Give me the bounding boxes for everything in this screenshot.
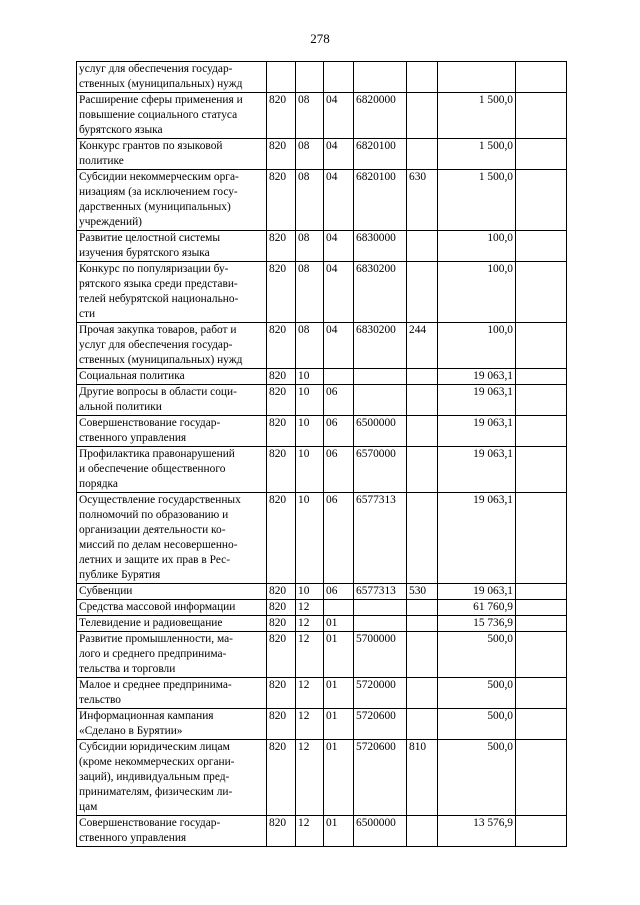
section-code-cell: 12 (296, 632, 324, 678)
subsection-code-cell: 04 (324, 93, 354, 139)
row-name-cell: Субсидии некоммерческим орга- низациям (за исключением госу- дарственных (муниципальных) учреждений) (77, 170, 267, 231)
subsection-code-cell: 04 (324, 170, 354, 231)
row-name-cell: Субвенции (77, 584, 267, 600)
table-row (77, 62, 567, 93)
ved-code-cell: 820 (267, 678, 296, 709)
ved-code-cell: 820 (267, 323, 296, 369)
target-article-cell: 6820000 (354, 93, 407, 139)
expense-type-cell: 630 (407, 170, 438, 231)
section-code-cell: 12 (296, 600, 324, 616)
section-code-cell: 10 (296, 493, 324, 584)
table-row (77, 816, 567, 847)
ved-code-cell: 820 (267, 584, 296, 600)
extra-cell (516, 231, 567, 262)
section-code-cell: 12 (296, 740, 324, 816)
table-row (77, 170, 567, 231)
subsection-code-cell: 04 (324, 323, 354, 369)
table-row (77, 740, 567, 816)
section-code-cell: 10 (296, 584, 324, 600)
section-code-cell: 12 (296, 816, 324, 847)
expense-type-cell (407, 632, 438, 678)
amount-cell: 19 063,1 (438, 447, 516, 493)
subsection-code-cell: 01 (324, 816, 354, 847)
expense-type-cell (407, 600, 438, 616)
target-article-cell: 6577313 (354, 493, 407, 584)
expense-type-cell (407, 231, 438, 262)
target-article-cell: 6830200 (354, 323, 407, 369)
extra-cell (516, 170, 567, 231)
section-code-cell: 08 (296, 170, 324, 231)
subsection-code-cell: 01 (324, 740, 354, 816)
amount-cell: 500,0 (438, 740, 516, 816)
expense-type-cell: 810 (407, 740, 438, 816)
section-code-cell: 08 (296, 323, 324, 369)
expense-type-cell: 530 (407, 584, 438, 600)
page-number: 278 (310, 31, 330, 46)
target-article-cell: 6820100 (354, 139, 407, 170)
section-code-cell: 08 (296, 262, 324, 323)
expense-type-cell: 244 (407, 323, 438, 369)
table-row (77, 678, 567, 709)
table-row (77, 616, 567, 632)
subsection-code-cell: 06 (324, 385, 354, 416)
section-code-cell: 12 (296, 709, 324, 740)
ved-code-cell: 820 (267, 816, 296, 847)
expense-type-cell (407, 93, 438, 139)
extra-cell (516, 740, 567, 816)
target-article-cell: 6830200 (354, 262, 407, 323)
expense-type-cell (407, 416, 438, 447)
target-article-cell: 5720600 (354, 740, 407, 816)
amount-cell: 1 500,0 (438, 139, 516, 170)
table-row (77, 584, 567, 600)
row-name-cell: Информационная кампания «Сделано в Бурятии» (77, 709, 267, 740)
expense-type-cell (407, 493, 438, 584)
amount-cell: 61 760,9 (438, 600, 516, 616)
table-row (77, 416, 567, 447)
extra-cell (516, 385, 567, 416)
expense-type-cell (407, 385, 438, 416)
target-article-cell (354, 369, 407, 385)
target-article-cell (354, 385, 407, 416)
row-name-cell: Совершенствование государ- ственного управления (77, 416, 267, 447)
expense-type-cell (407, 62, 438, 93)
extra-cell (516, 93, 567, 139)
ved-code-cell: 820 (267, 262, 296, 323)
ved-code-cell: 820 (267, 616, 296, 632)
expense-type-cell (407, 369, 438, 385)
extra-cell (516, 416, 567, 447)
subsection-code-cell: 06 (324, 416, 354, 447)
expense-type-cell (407, 816, 438, 847)
budget-table (76, 61, 567, 847)
subsection-code-cell (324, 600, 354, 616)
section-code-cell: 10 (296, 385, 324, 416)
amount-cell: 100,0 (438, 231, 516, 262)
subsection-code-cell: 04 (324, 262, 354, 323)
target-article-cell (354, 600, 407, 616)
table-row (77, 632, 567, 678)
row-name-cell: Малое и среднее предпринима- тельство (77, 678, 267, 709)
amount-cell (438, 62, 516, 93)
table-row (77, 493, 567, 584)
expense-type-cell (407, 262, 438, 323)
ved-code-cell: 820 (267, 139, 296, 170)
ved-code-cell: 820 (267, 447, 296, 493)
ved-code-cell: 820 (267, 632, 296, 678)
row-name-cell: Расширение сферы применения и повышение социального статуса бурятского языка (77, 93, 267, 139)
ved-code-cell: 820 (267, 600, 296, 616)
amount-cell: 100,0 (438, 323, 516, 369)
amount-cell: 13 576,9 (438, 816, 516, 847)
row-name-cell: Совершенствование государ- ственного управления (77, 816, 267, 847)
table-row (77, 139, 567, 170)
table-body (77, 62, 567, 847)
extra-cell (516, 584, 567, 600)
extra-cell (516, 600, 567, 616)
extra-cell (516, 616, 567, 632)
amount-cell: 19 063,1 (438, 369, 516, 385)
extra-cell (516, 709, 567, 740)
table-row (77, 323, 567, 369)
subsection-code-cell: 01 (324, 709, 354, 740)
amount-cell: 19 063,1 (438, 584, 516, 600)
amount-cell: 15 736,9 (438, 616, 516, 632)
subsection-code-cell: 06 (324, 584, 354, 600)
target-article-cell: 6577313 (354, 584, 407, 600)
amount-cell: 19 063,1 (438, 493, 516, 584)
subsection-code-cell (324, 369, 354, 385)
section-code-cell: 08 (296, 231, 324, 262)
extra-cell (516, 369, 567, 385)
row-name-cell: Осуществление государственных полномочий по образованию и организации деятельности ко- миссий по делам несовершенно- летних и защите их прав в Рес- публике Бурятия (77, 493, 267, 584)
target-article-cell (354, 616, 407, 632)
extra-cell (516, 493, 567, 584)
extra-cell (516, 262, 567, 323)
row-name-cell: Конкурс по популяризации бу- рятского языка среди представи- телей небурятской национально- сти (77, 262, 267, 323)
section-code-cell: 08 (296, 139, 324, 170)
row-name-cell: услуг для обеспечения государ- ственных (муниципальных) нужд (77, 62, 267, 93)
target-article-cell: 6500000 (354, 416, 407, 447)
extra-cell (516, 678, 567, 709)
target-article-cell: 5700000 (354, 632, 407, 678)
row-name-cell: Телевидение и радиовещание (77, 616, 267, 632)
target-article-cell: 6570000 (354, 447, 407, 493)
table-row (77, 447, 567, 493)
row-name-cell: Развитие целостной системы изучения бурятского языка (77, 231, 267, 262)
target-article-cell: 5720600 (354, 709, 407, 740)
amount-cell: 19 063,1 (438, 416, 516, 447)
extra-cell (516, 632, 567, 678)
amount-cell: 1 500,0 (438, 93, 516, 139)
section-code-cell: 08 (296, 93, 324, 139)
subsection-code-cell: 04 (324, 139, 354, 170)
extra-cell (516, 139, 567, 170)
row-name-cell: Социальная политика (77, 369, 267, 385)
subsection-code-cell: 06 (324, 493, 354, 584)
target-article-cell: 6500000 (354, 816, 407, 847)
target-article-cell: 5720000 (354, 678, 407, 709)
table-row (77, 709, 567, 740)
row-name-cell: Конкурс грантов по языковой политике (77, 139, 267, 170)
ved-code-cell: 820 (267, 170, 296, 231)
amount-cell: 1 500,0 (438, 170, 516, 231)
extra-cell (516, 816, 567, 847)
expense-type-cell (407, 709, 438, 740)
section-code-cell: 10 (296, 369, 324, 385)
table-row (77, 600, 567, 616)
target-article-cell: 6820100 (354, 170, 407, 231)
ved-code-cell: 820 (267, 385, 296, 416)
row-name-cell: Другие вопросы в области соци- альной политики (77, 385, 267, 416)
subsection-code-cell: 01 (324, 632, 354, 678)
amount-cell: 19 063,1 (438, 385, 516, 416)
table-row (77, 385, 567, 416)
section-code-cell: 10 (296, 447, 324, 493)
expense-type-cell (407, 447, 438, 493)
extra-cell (516, 62, 567, 93)
row-name-cell: Средства массовой информации (77, 600, 267, 616)
ved-code-cell: 820 (267, 709, 296, 740)
amount-cell: 500,0 (438, 632, 516, 678)
amount-cell: 500,0 (438, 709, 516, 740)
row-name-cell: Профилактика правонарушений и обеспечение общественного порядка (77, 447, 267, 493)
section-code-cell: 12 (296, 678, 324, 709)
subsection-code-cell: 06 (324, 447, 354, 493)
ved-code-cell: 820 (267, 369, 296, 385)
subsection-code-cell: 04 (324, 231, 354, 262)
table-row (77, 369, 567, 385)
table-row (77, 231, 567, 262)
ved-code-cell: 820 (267, 93, 296, 139)
expense-type-cell (407, 678, 438, 709)
expense-type-cell (407, 139, 438, 170)
amount-cell: 100,0 (438, 262, 516, 323)
ved-code-cell: 820 (267, 493, 296, 584)
target-article-cell: 6830000 (354, 231, 407, 262)
target-article-cell (354, 62, 407, 93)
section-code-cell (296, 62, 324, 93)
amount-cell: 500,0 (438, 678, 516, 709)
extra-cell (516, 323, 567, 369)
row-name-cell: Развитие промышленности, ма- лого и среднего предпринима- тельства и торговли (77, 632, 267, 678)
expense-type-cell (407, 616, 438, 632)
ved-code-cell (267, 62, 296, 93)
row-name-cell: Прочая закупка товаров, работ и услуг для обеспечения государ- ственных (муниципальных) нужд (77, 323, 267, 369)
extra-cell (516, 447, 567, 493)
subsection-code-cell: 01 (324, 616, 354, 632)
row-name-cell: Субсидии юридическим лицам (кроме некоммерческих органи- заций), индивидуальным пред- принимателям, физическим ли- цам (77, 740, 267, 816)
ved-code-cell: 820 (267, 231, 296, 262)
table-row (77, 93, 567, 139)
subsection-code-cell: 01 (324, 678, 354, 709)
section-code-cell: 12 (296, 616, 324, 632)
table-row (77, 262, 567, 323)
ved-code-cell: 820 (267, 740, 296, 816)
ved-code-cell: 820 (267, 416, 296, 447)
section-code-cell: 10 (296, 416, 324, 447)
subsection-code-cell (324, 62, 354, 93)
